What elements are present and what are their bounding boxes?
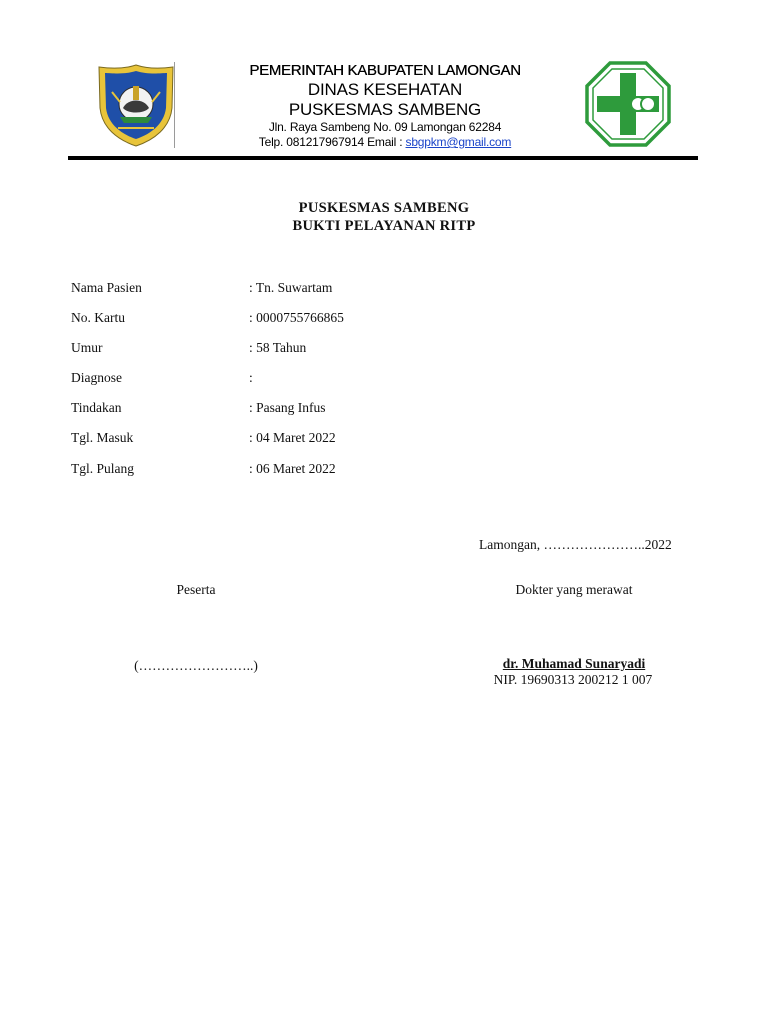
signature-doctor-role: Dokter yang merawat [515,582,633,597]
logo-divider [174,62,175,148]
signature-place-date: Lamongan, …………………..2022 [479,537,672,552]
field-value: : Pasang Infus [249,400,326,415]
letterhead-address: Jln. Raya Sambeng No. 09 Lamongan 62284 [268,120,502,134]
regency-shield-emblem-icon [96,62,176,148]
letterhead-department: DINAS KESEHATAN [307,80,463,99]
field-label: No. Kartu [71,310,125,325]
field-label: Tgl. Pulang [71,461,134,476]
letterhead-rule [68,156,698,160]
letterhead-text [200,62,570,150]
field-label: Tgl. Masuk [71,430,134,445]
field-value: : 04 Maret 2022 [249,430,336,445]
letterhead-government: PEMERINTAH KABUPATEN LAMONGAN [249,62,521,79]
document-title-line2: BUKTI PELAYANAN RITP [292,218,476,234]
field-label: Nama Pasien [71,280,142,295]
signature-participant-blank: (……………………..) [134,658,258,673]
field-value: : 06 Maret 2022 [249,461,336,476]
field-value: : 0000755766865 [249,310,344,325]
field-value: : [249,370,253,385]
signature-doctor-name: dr. Muhamad Sunaryadi [502,656,646,671]
field-value: : 58 Tahun [249,340,307,355]
letterhead-contact [200,135,570,150]
document-title [0,199,768,235]
document-title-line1: PUSKESMAS SAMBENG [298,200,470,216]
signature-participant-role: Peserta [176,582,216,597]
letterhead-institution: PUSKESMAS SAMBENG [288,100,482,119]
puskesmas-cross-emblem-icon [584,60,672,148]
field-label: Umur [71,340,103,355]
signature-doctor-nip: NIP. 19690313 200212 1 007 [493,672,653,687]
letterhead-phone: Telp. 081217967914 Email : [258,135,406,149]
field-label: Diagnose [71,370,122,385]
field-label: Tindakan [71,400,122,415]
email-link[interactable]: sbgpkm@gmail.com [405,135,512,149]
field-value: : Tn. Suwartam [249,280,333,295]
